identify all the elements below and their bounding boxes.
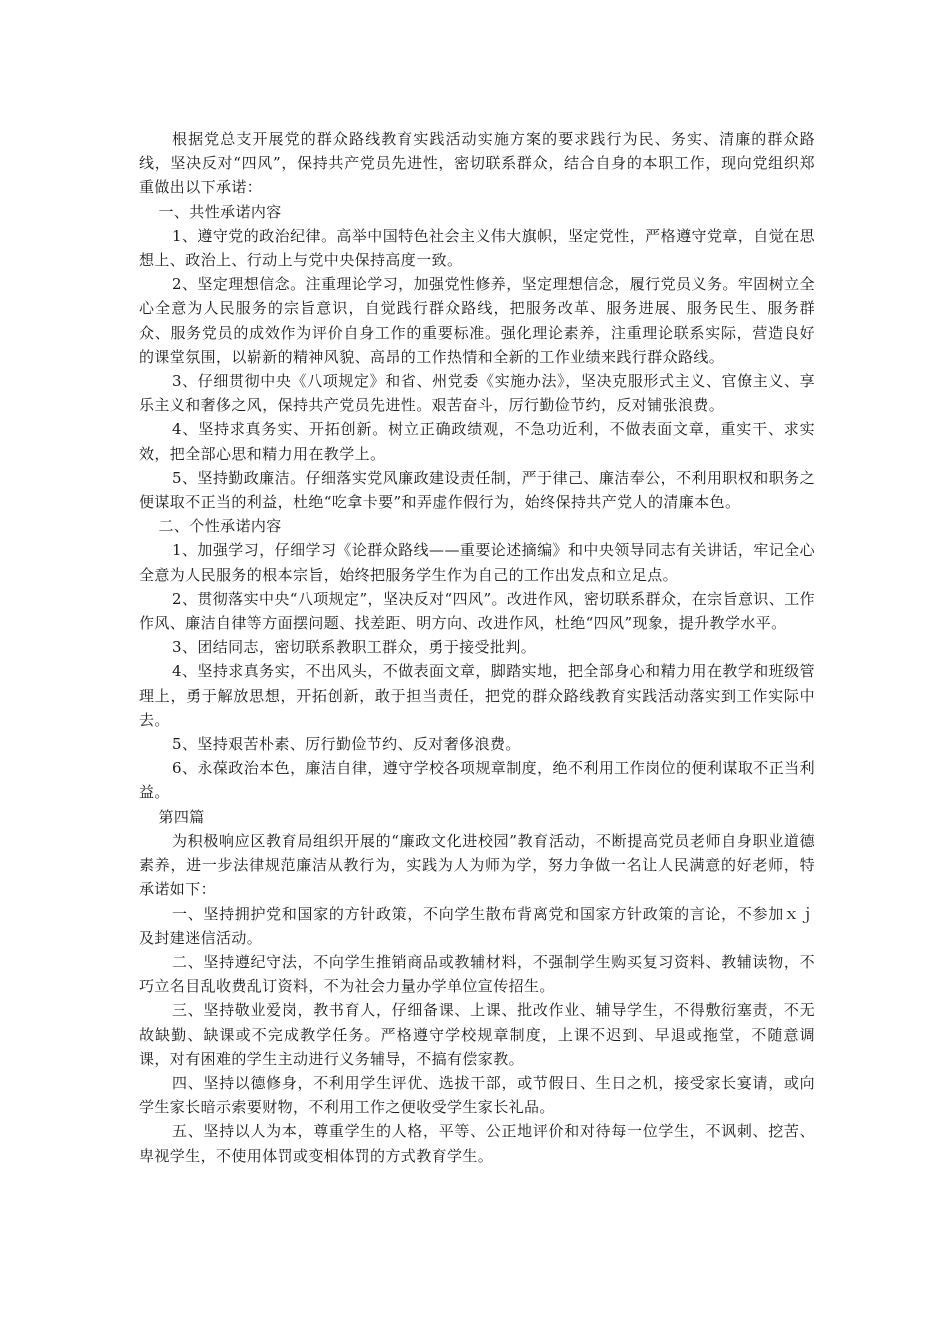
common-item-2: 2、坚定理想信念。注重理论学习，加强党性修养，坚定理想信念，履行党员义务。牢固树立全心全意为人民服务的宗旨意识，自觉践行群众路线，把服务改革、服务进展、服务民生、服务群众、服务党员的成效作为评价自身工作的重要标准。强化理论素养，注重理论联系实际，营造良好的课堂氛围，以崭新的精神风貌、高昂的工作热情和全新的工作业绩来践行群众路线。: [139, 275, 815, 366]
part-four-intro: 为积极响应区教育局组织开展的“廉政文化进校园”教育活动，不断提高党员老师自身职业道德素养，进一步法律规范廉洁从教行为，实践为人为师为学，努力争做一名让人民满意的好老师，特承诺如下：: [139, 831, 815, 899]
section-heading-personal: 二、个性承诺内容: [158, 517, 282, 536]
personal-item-4: 4、坚持求真务实，不出风头，不做表面文章，脚踏实地，把全部身心和精力用在教学和班级管理上，勇于解放思想，开拓创新，敢于担当责任，把党的群众路线教育实践活动落实到工作实际中去。: [139, 662, 815, 729]
pledge-item-4: 四、坚持以德修身，不利用学生评优、选拔干部，或节假日、生日之机，接受家长宴请，或向学生家长暗示索要财物，不利用工作之便收受学生家长礼品。: [139, 1073, 815, 1117]
common-item-3: 3、仔细贯彻中央《八项规定》和省、州党委《实施办法》，坚决克服形式主义、官僚主义、享乐主义和奢侈之风，保持共产党员先进性。艰苦奋斗，厉行勤俭节约，反对铺张浪费。: [139, 372, 815, 415]
personal-item-2: 2、贯彻落实中央“八项规定”，坚决反对“四风”。改进作风，密切联系群众，在宗旨意识、工作作风、廉洁自律等方面摆问题、找差距、明方向、改进作风，杜绝“四风”现象，提升教学水平。: [139, 589, 815, 633]
personal-item-1: 1、加强学习，仔细学习《论群众路线——重要论述摘编》和中央领导同志有关讲话，牢记全心全意为人民服务的根本宗旨，始终把服务学生作为自己的工作出发点和立足点。: [139, 541, 815, 584]
intro-paragraph: 根据党总支开展党的群众路线教育实践活动实施方案的要求践行为民、务实、清廉的群众路线，坚决反对“四风”，保持共产党员先进性，密切联系群众，结合自身的本职工作，现向党组织郑重做出以下承诺：: [139, 130, 815, 197]
common-item-4: 4、坚持求真务实、开拓创新。树立正确政绩观，不急功近利，不做表面文章，重实干、求实效，把全部心思和精力用在教学上。: [139, 420, 815, 463]
pledge-item-3: 三、坚持敬业爱岗，教书育人，仔细备课、上课、批改作业、辅导学生，不得敷衍塞责，不无故缺勤、缺课或不完成教学任务。严格遵守学校规章制度，上课不迟到、早退或拖堂，不随意调课，对有困难的学生主动进行义务辅导，不搞有偿家教。: [139, 1001, 815, 1068]
personal-item-3: 3、团结同志，密切联系教职工群众，勇于接受批判。: [172, 638, 537, 657]
common-item-1: 1、遵守党的政治纪律。高举中国特色社会主义伟大旗帜，坚定党性，严格遵守党章，自觉在思想上、政治上、行动上与党中央保持高度一致。: [139, 226, 815, 270]
pledge-item-5: 五、坚持以人为本，尊重学生的人格，平等、公正地评价和对待每一位学生，不讽刺、挖苦、卑视学生，不使用体罚或变相体罚的方式教育学生。: [139, 1122, 815, 1165]
pledge-item-1: 一、坚持拥护党和国家的方针政策，不向学生散布背离党和国家方针政策的言论，不参加ｘｊ及封建迷信活动。: [139, 904, 815, 947]
document-body: [139, 127, 815, 1168]
personal-item-6: 6、永葆政治本色，廉洁自律，遵守学校各项规章制度，绝不利用工作岗位的便利谋取不正当利益。: [139, 759, 815, 802]
section-heading-part-four: 第四篇: [158, 807, 205, 826]
common-item-5: 5、坚持勤政廉洁。仔细落实党风廉政建设责任制，严于律己、廉洁奉公，不利用职权和职务之便谋取不正当的利益，杜绝“吃拿卡要”和弄虚作假行为，始终保持共产党人的清廉本色。: [139, 468, 815, 512]
personal-item-5: 5、坚持艰苦朴素、厉行勤俭节约、反对奢侈浪费。: [172, 735, 521, 754]
pledge-item-2: 二、坚持遵纪守法，不向学生推销商品或教辅材料，不强制学生购买复习资料、教辅读物，不巧立名目乱收费乱订资料，不为社会力量办学单位宣传招生。: [139, 952, 815, 996]
section-heading-common: 一、共性承诺内容: [158, 202, 282, 221]
